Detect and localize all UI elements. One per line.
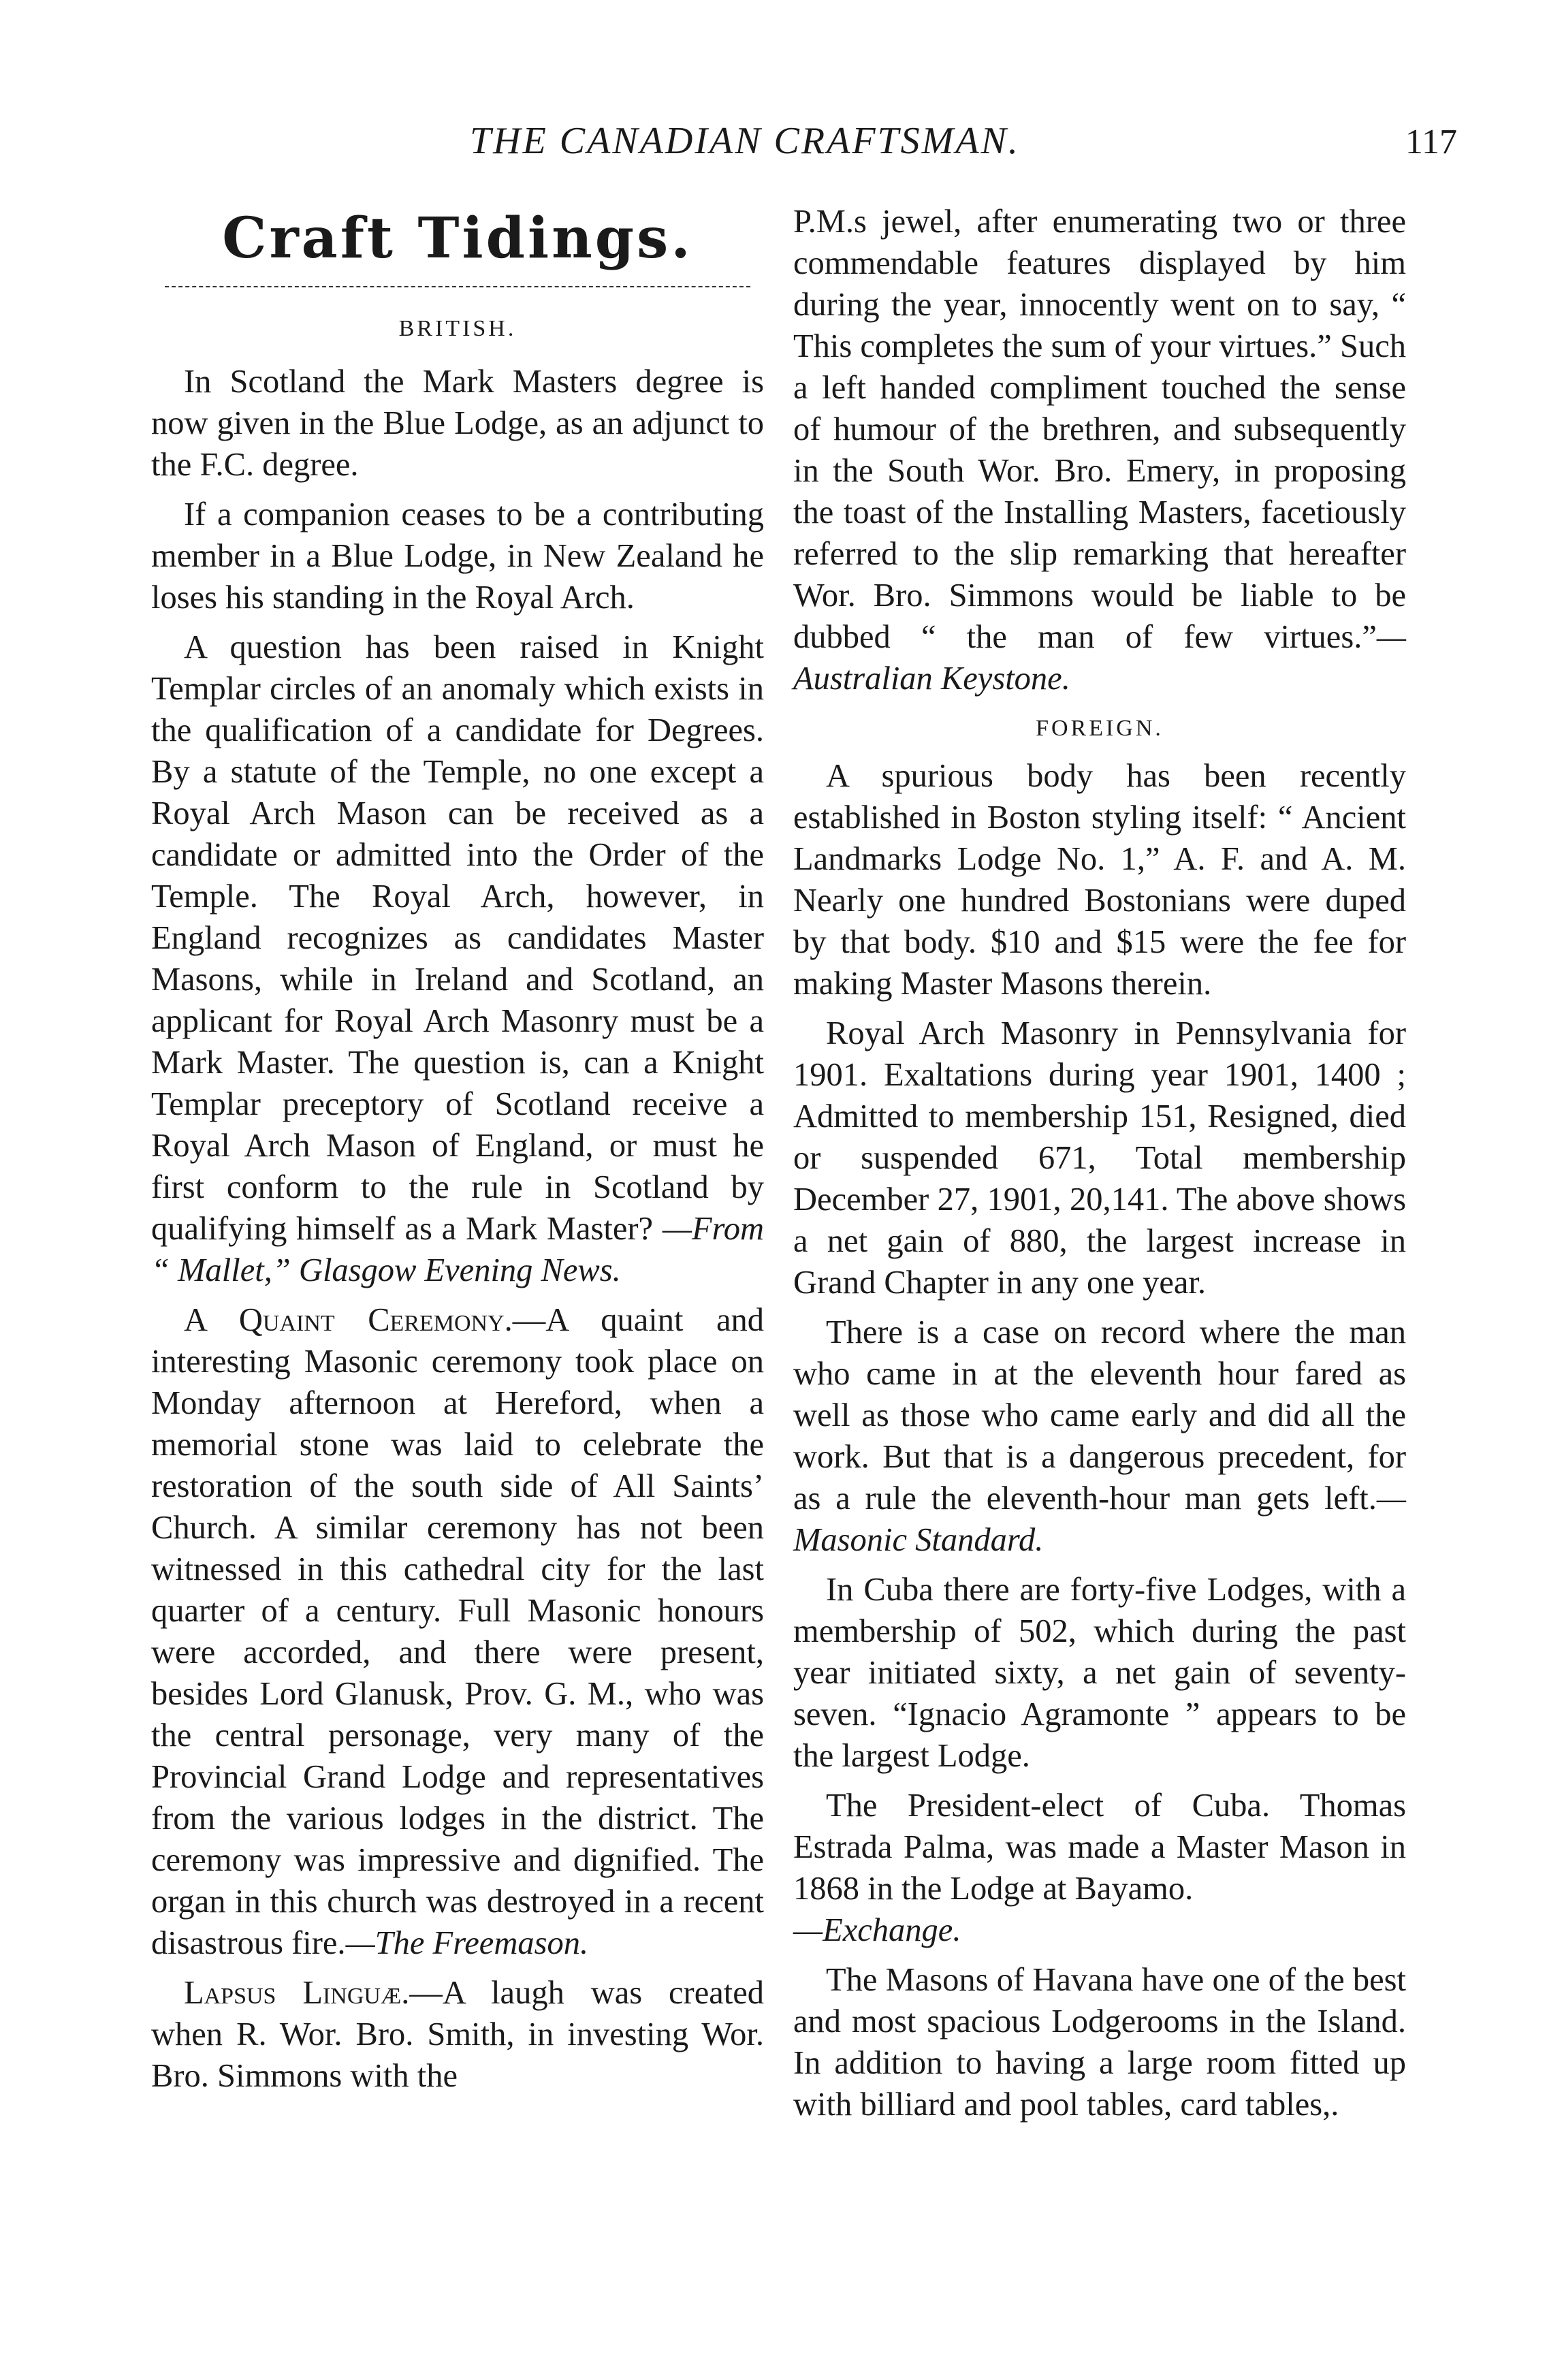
paragraph-lead: Lapsus Linguæ. [184,1975,410,2011]
paragraph-text: There is a case on record where the man who came in at the eleventh hour fared as well as those who came early and did all the work. But that is a dangerous precedent, for as a rule the eleventh-hour man gets left. [793,1314,1406,1517]
paragraph-eleventh-hour [793,1312,1406,1561]
paragraph-cuba-lodges: In Cuba there are forty-five Lodges, with a membership of 502, which during the past year initiated sixty, a net gain of seventy-seven. “Ignacio Agramonte ” appears to be the largest Lodge. [793,1572,1406,1774]
section-title: Craft Tidings. [222,206,693,271]
paragraph-knight-templar [151,626,764,1291]
source-citation: —From “ Mallet,” Glasgow Evening News. [151,1211,764,1288]
running-title: THE CANADIAN CRAFTSMAN. [470,120,1020,162]
paragraph-text: The President-elect of Cuba. Thomas Estrada Palma, was made a Master Mason in 1868 in the Lodge at Bayamo. [793,1788,1406,1907]
source-citation: —The Freemason. [345,1925,589,1961]
source-citation: —Masonic Standard. [793,1480,1406,1558]
paragraph-lead: A Quaint Ceremony. [184,1302,513,1338]
paragraph-text: A question has been raised in Knight Templar circles of an anomaly which exists in the qualification of a candidate for Degrees. By a statute of the Temple, no one except a Royal Arch Mason can be received as a candidate or admitted into the Order of the Temple. The Royal Arch, however, in England recognizes as candidates Master Masons, while in Ireland and Scotland, an applicant for Royal Arch Masonry must be a Mark Master. The question is, can a Knight Templar preceptory of Scotland receive a Royal Arch Mason of England, or must he first conform to the rule in Scotland by qualifying himself as a Mark Master? [151,629,764,1247]
paragraph-text: —A quaint and interesting Masonic ceremony took place on Monday afternoon at Hereford, when a memorial stone was laid to celebrate the restoration of the south side of All Saints’ Church. A similar ceremony has not been witnessed in this cathedral city for the last quarter of a century. Full Masonic honours were accorded, and there were present, besides Lord Glanusk, Prov. G. M., who was the central personage, very many of the Provincial Grand Lodge and representatives from the various lodges in the district. The ceremony was impressive and dignified. The organ in this church was destroyed in a recent disastrous fire. [151,1302,764,1961]
paragraph-lapsus-continued [793,201,1406,699]
left-column [151,204,764,2105]
paragraph-lapsus-linguae [151,1972,764,2097]
source-citation: —Exchange. [793,1912,961,1948]
page-header [422,119,1457,174]
paragraph-havana: The Masons of Havana have one of the best and most spacious Lodgerooms in the Island. In addition to having a large room fitted up with billiard and pool tables, card tables,. [793,1962,1406,2123]
paragraph-mark-masters: In Scotland the Mark Masters degree is now given in the Blue Lodge, as an adjunct to the F.C. degree. [151,364,764,483]
foreign-heading: FOREIGN. [1036,716,1164,741]
right-column [793,201,1406,2133]
source-citation: —Australian Keystone. [793,619,1406,697]
paragraph-boston-lodge: A spurious body has been recently established in Boston styling itself: “ Ancient Landmarks Lodge No. 1,” A. F. and A. M. Nearly one hundred Bostonians were duped by that body. $10 and $15 were the fee for making Master Masons therein. [793,758,1406,1002]
british-heading: BRITISH. [398,316,517,341]
paragraph-text: P.M.s jewel, after enumerating two or three commendable features displayed by him during the year, innocently went on to say, “ This completes the sum of your virtues.” Such a left handed compliment touched the sense of humour of the brethren, and subsequently in the South Wor. Bro. Emery, in proposing the toast of the Installing Masters, facetiously referred to the slip remarking that hereafter Wor. Bro. Simmons would be liable to be dubbed “ the man of few virtues.” [793,204,1406,655]
paragraph-new-zealand: If a companion ceases to be a contributing member in a Blue Lodge, in New Zealand he loses his standing in the Royal Arch. [151,496,764,616]
paragraph-pennsylvania: Royal Arch Masonry in Pennsylvania for 1901. Exaltations during year 1901, 1400 ; Admitted to membership 151, Resigned, died or suspended 671, Total membership December 27, 1901, 20,141. The above shows a net gain of 880, the largest increase in Grand Chapter in any one year. [793,1015,1406,1301]
paragraph-quaint-ceremony [151,1299,764,1964]
page-number: 117 [1405,123,1457,161]
title-rule [165,286,750,287]
paragraph-estrada-palma [793,1785,1406,1951]
paragraph-text: —A laugh was created when R. Wor. Bro. Smith, in investing Wor. Bro. Simmons with the [151,1975,764,2094]
